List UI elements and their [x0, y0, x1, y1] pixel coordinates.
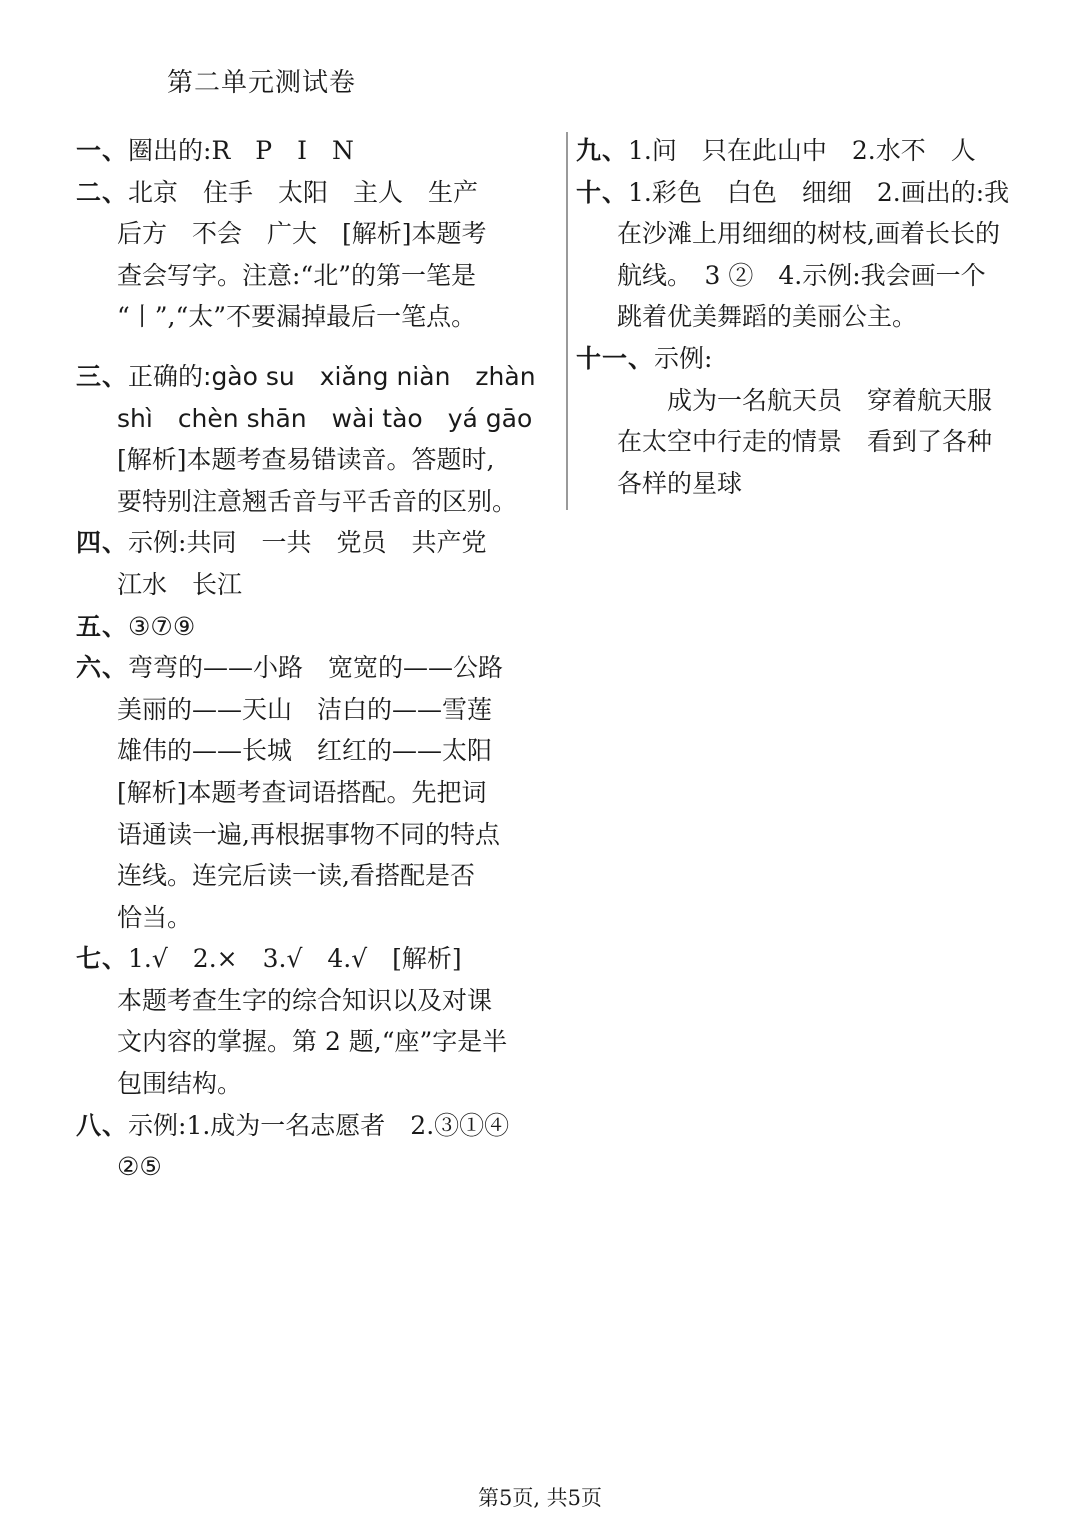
section-number: 五、 [76, 611, 129, 641]
section-10 [576, 172, 1046, 338]
answer-line: 跳着优美舞蹈的美丽公主。 [617, 302, 918, 332]
page-title: 第二单元测试卷 [167, 68, 357, 98]
answer-line: 航线。 3 ② 4.示例:我会画一个 [617, 260, 986, 290]
answer-line: 圈出的:R P I N [128, 136, 354, 165]
section-9 [576, 130, 1046, 172]
answer-line: ③⑦⑨ [128, 611, 196, 641]
answer-line: shì chèn shān wài tào yá gāo [117, 403, 533, 433]
section-number: 八、 [76, 1110, 129, 1140]
answer-line: 后方 不会 广大 [解析]本题考 [117, 219, 487, 249]
answer-line: 文内容的掌握。第 2 题,“座”字是半 [117, 1027, 508, 1057]
section-7 [76, 938, 551, 1104]
answer-line: 本题考查生字的综合知识以及对课 [117, 985, 493, 1015]
answer-line: “丨”,“太”不要漏掉最后一笔点。 [117, 302, 477, 332]
answer-line: 在沙滩上用细细的树枝,画着长长的 [617, 219, 1000, 249]
section-3 [76, 356, 551, 522]
section-number: 六、 [76, 653, 129, 683]
answer-line: 弯弯的——小路 宽宽的——公路 [128, 653, 504, 683]
section-8 [76, 1105, 551, 1188]
page-footer: 第5页, 共5页 [477, 1486, 603, 1510]
answer-line: 美丽的——天山 洁白的——雪莲 [117, 694, 493, 724]
section-number: 十一、 [576, 343, 655, 373]
answer-line: 示例:共同 一共 党员 共产党 [128, 528, 487, 558]
answer-line: [解析]本题考查词语搭配。先把词 [117, 777, 487, 807]
section-number: 四、 [76, 528, 129, 558]
section-6 [76, 647, 551, 938]
section-5 [76, 606, 551, 648]
answer-line: 成为一名航天员 穿着航天服 [617, 385, 993, 415]
answer-line: 正确的:gào su xiǎng niàn zhàn [128, 361, 536, 391]
answer-line: 各样的星球 [617, 468, 743, 498]
section-number: 七、 [76, 944, 129, 974]
answer-line: 要特别注意翘舌音与平舌音的区别。 [117, 486, 518, 516]
answer-line: 雄伟的——长城 红红的——太阳 [117, 736, 493, 766]
answer-line: 1.问 只在此山中 2.水不 人 [628, 136, 976, 165]
section-number: 十、 [576, 177, 629, 207]
answer-line: 江水 长江 [117, 569, 243, 599]
right-column [576, 130, 1046, 504]
answer-line: 1.彩色 白色 细细 2.画出的:我 [628, 177, 1010, 207]
answer-line: 在太空中行走的情景 看到了各种 [617, 427, 993, 457]
section-1 [76, 130, 551, 172]
answer-line: [解析]本题考查易错读音。答题时, [117, 445, 495, 475]
section-2 [76, 172, 551, 338]
section-4 [76, 522, 551, 605]
answer-line: ②⑤ [117, 1152, 162, 1182]
answer-line: 1.√ 2.× 3.√ 4.√ [解析] [128, 944, 462, 974]
section-number: 三、 [76, 361, 129, 391]
section-number: 二、 [76, 177, 129, 207]
answer-line: 恰当。 [117, 902, 193, 932]
answer-line: 连线。连完后读一读,看搭配是否 [117, 861, 475, 891]
answer-line: 语通读一遍,再根据事物不同的特点 [117, 819, 500, 849]
section-number: 一、 [76, 136, 129, 165]
answer-line: 查会写字。注意:“北”的第一笔是 [117, 260, 476, 290]
section-number: 九、 [576, 136, 629, 165]
answer-line: 北京 住手 太阳 主人 生产 [128, 177, 479, 207]
left-column [76, 130, 551, 1188]
answer-line: 包围结构。 [117, 1069, 243, 1099]
answer-line: 示例:1.成为一名志愿者 2.③①④ [128, 1110, 510, 1140]
section-11 [576, 338, 1046, 504]
column-divider [566, 132, 568, 510]
answer-line: 示例: [654, 343, 713, 373]
